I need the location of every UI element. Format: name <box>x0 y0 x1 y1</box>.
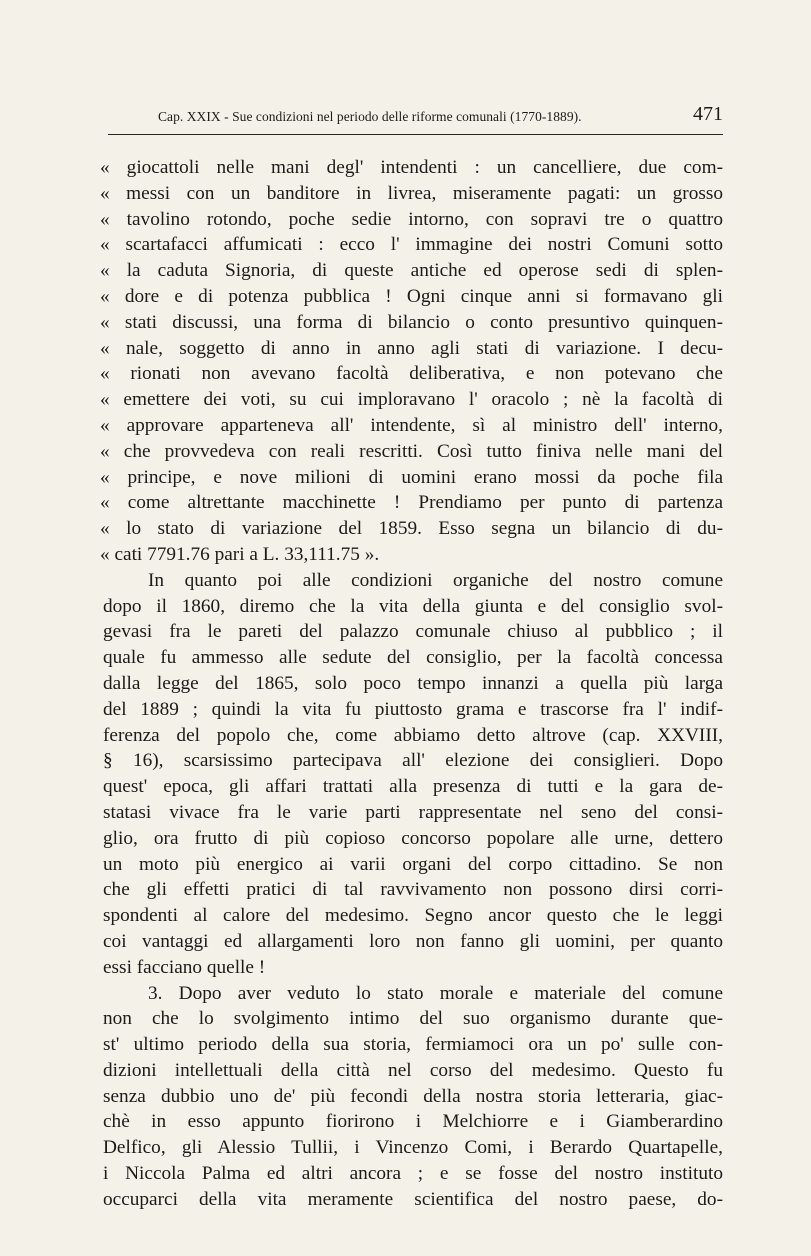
text-line: dizioni intellettuali della città nel corso del medesimo. Questo fu <box>103 1059 723 1081</box>
text-line: Delfico, gli Alessio Tullii, i Vincenzo Comi, i Berardo Quartapelle, <box>103 1137 723 1159</box>
text-line: 3. Dopo aver veduto lo stato morale e materiale del comune <box>148 982 723 1004</box>
text-line: § 16), scarsissimo partecipava all' elezione dei consiglieri. Dopo <box>103 750 723 772</box>
text-line: occuparci della vita meramente scientifica del nostro paese, do- <box>103 1188 723 1210</box>
page-number: 471 <box>693 103 723 125</box>
text-line: dopo il 1860, diremo che la vita della giunta e del consiglio svol- <box>103 595 723 617</box>
text-line: st' ultimo periodo della sua storia, fermiamoci ora un po' sulle con- <box>103 1034 723 1056</box>
text-line: « come altrettante macchinette ! Prendiamo per punto di partenza <box>100 492 723 514</box>
text-line: « giocattoli nelle mani degl' intendenti : un cancelliere, due com- <box>100 157 723 178</box>
text-line: dalla legge del 1865, solo poco tempo innanzi a quella più larga <box>103 672 723 694</box>
text-line: « stati discussi, una forma di bilancio o conto presuntivo quinquen- <box>100 311 723 333</box>
text-line: senza dubbio uno de' più fecondi della nostra storia letteraria, giac- <box>103 1085 723 1107</box>
text-line: chè in esso appunto fiorirono i Melchiorre e i Giamberardino <box>103 1111 723 1133</box>
text-line: « rionati non avevano facoltà deliberativa, e non potevano che <box>100 363 723 385</box>
text-line: « emettere dei voti, su cui imploravano l' oracolo ; nè la facoltà di <box>100 389 723 411</box>
text-line: statasi vivace fra le varie parti rappresentate nel seno del consi- <box>103 801 723 823</box>
running-title: Cap. XXIX - Sue condizioni nel periodo delle riforme comunali (1770-1889). <box>158 109 582 124</box>
text-line: glio, ora frutto di più copioso concorso popolare alle urne, dettero <box>103 827 723 849</box>
header-rule <box>108 134 723 135</box>
text-line: gevasi fra le pareti del palazzo comunale chiuso al pubblico ; il <box>103 621 723 643</box>
text-line: « tavolino rotondo, poche sedie intorno, con sopravi tre o quattro <box>100 208 723 230</box>
body-text <box>100 155 723 1213</box>
text-line: del 1889 ; quindi la vita fu piuttosto grama e trascorse fra l' indif- <box>103 698 723 720</box>
running-head <box>108 103 723 129</box>
text-line: In quanto poi alle condizioni organiche del nostro comune <box>148 569 723 591</box>
text-line: ferenza del popolo che, come abbiamo detto altrove (cap. XXVIII, <box>103 724 723 746</box>
text-line: un moto più energico ai varii organi del corpo cittadino. Se non <box>103 853 723 875</box>
text-line: « principe, e nove milioni di uomini erano mossi da poche fila <box>100 466 723 488</box>
text-line: quale fu ammesso alle sedute del consiglio, per la facoltà concessa <box>103 647 723 669</box>
text-line: spondenti al calore del medesimo. Segno ancor questo che le leggi <box>103 905 723 927</box>
text-line: « la caduta Signoria, di queste antiche ed operose sedi di splen- <box>100 260 723 282</box>
text-line: i Niccola Palma ed altri ancora ; e se fosse del nostro instituto <box>103 1163 723 1185</box>
text-line: « messi con un banditore in livrea, miseramente pagati: un grosso <box>100 182 723 204</box>
text-line: « scartafacci affumicati : ecco l' immagine dei nostri Comuni sotto <box>100 234 723 256</box>
text-line: che gli effetti pratici di tal ravvivamento non possono dirsi corri- <box>103 879 723 901</box>
text-line: « dore e di potenza pubblica ! Ogni cinque anni si formavano gli <box>100 285 723 307</box>
text-line: « che provvedeva con reali rescritti. Così tutto finiva nelle mani del <box>100 440 723 462</box>
text-line: quest' epoca, gli affari trattati alla presenza di tutti e la gara de- <box>103 776 723 798</box>
text-line: coi vantaggi ed allargamenti loro non fanno gli uomini, per quanto <box>103 930 723 952</box>
text-line: « approvare apparteneva all' intendente, sì al ministro dell' interno, <box>100 414 723 436</box>
text-line: « nale, soggetto di anno in anno agli stati di variazione. I decu- <box>100 337 723 359</box>
text-line: essi facciano quelle ! <box>103 956 266 978</box>
text-line: non che lo svolgimento intimo del suo organismo durante que- <box>103 1008 723 1030</box>
text-line: « lo stato di variazione del 1859. Esso segna un bilancio di du- <box>100 518 723 540</box>
text-line: « cati 7791.76 pari a L. 33,111.75 ». <box>100 543 380 565</box>
